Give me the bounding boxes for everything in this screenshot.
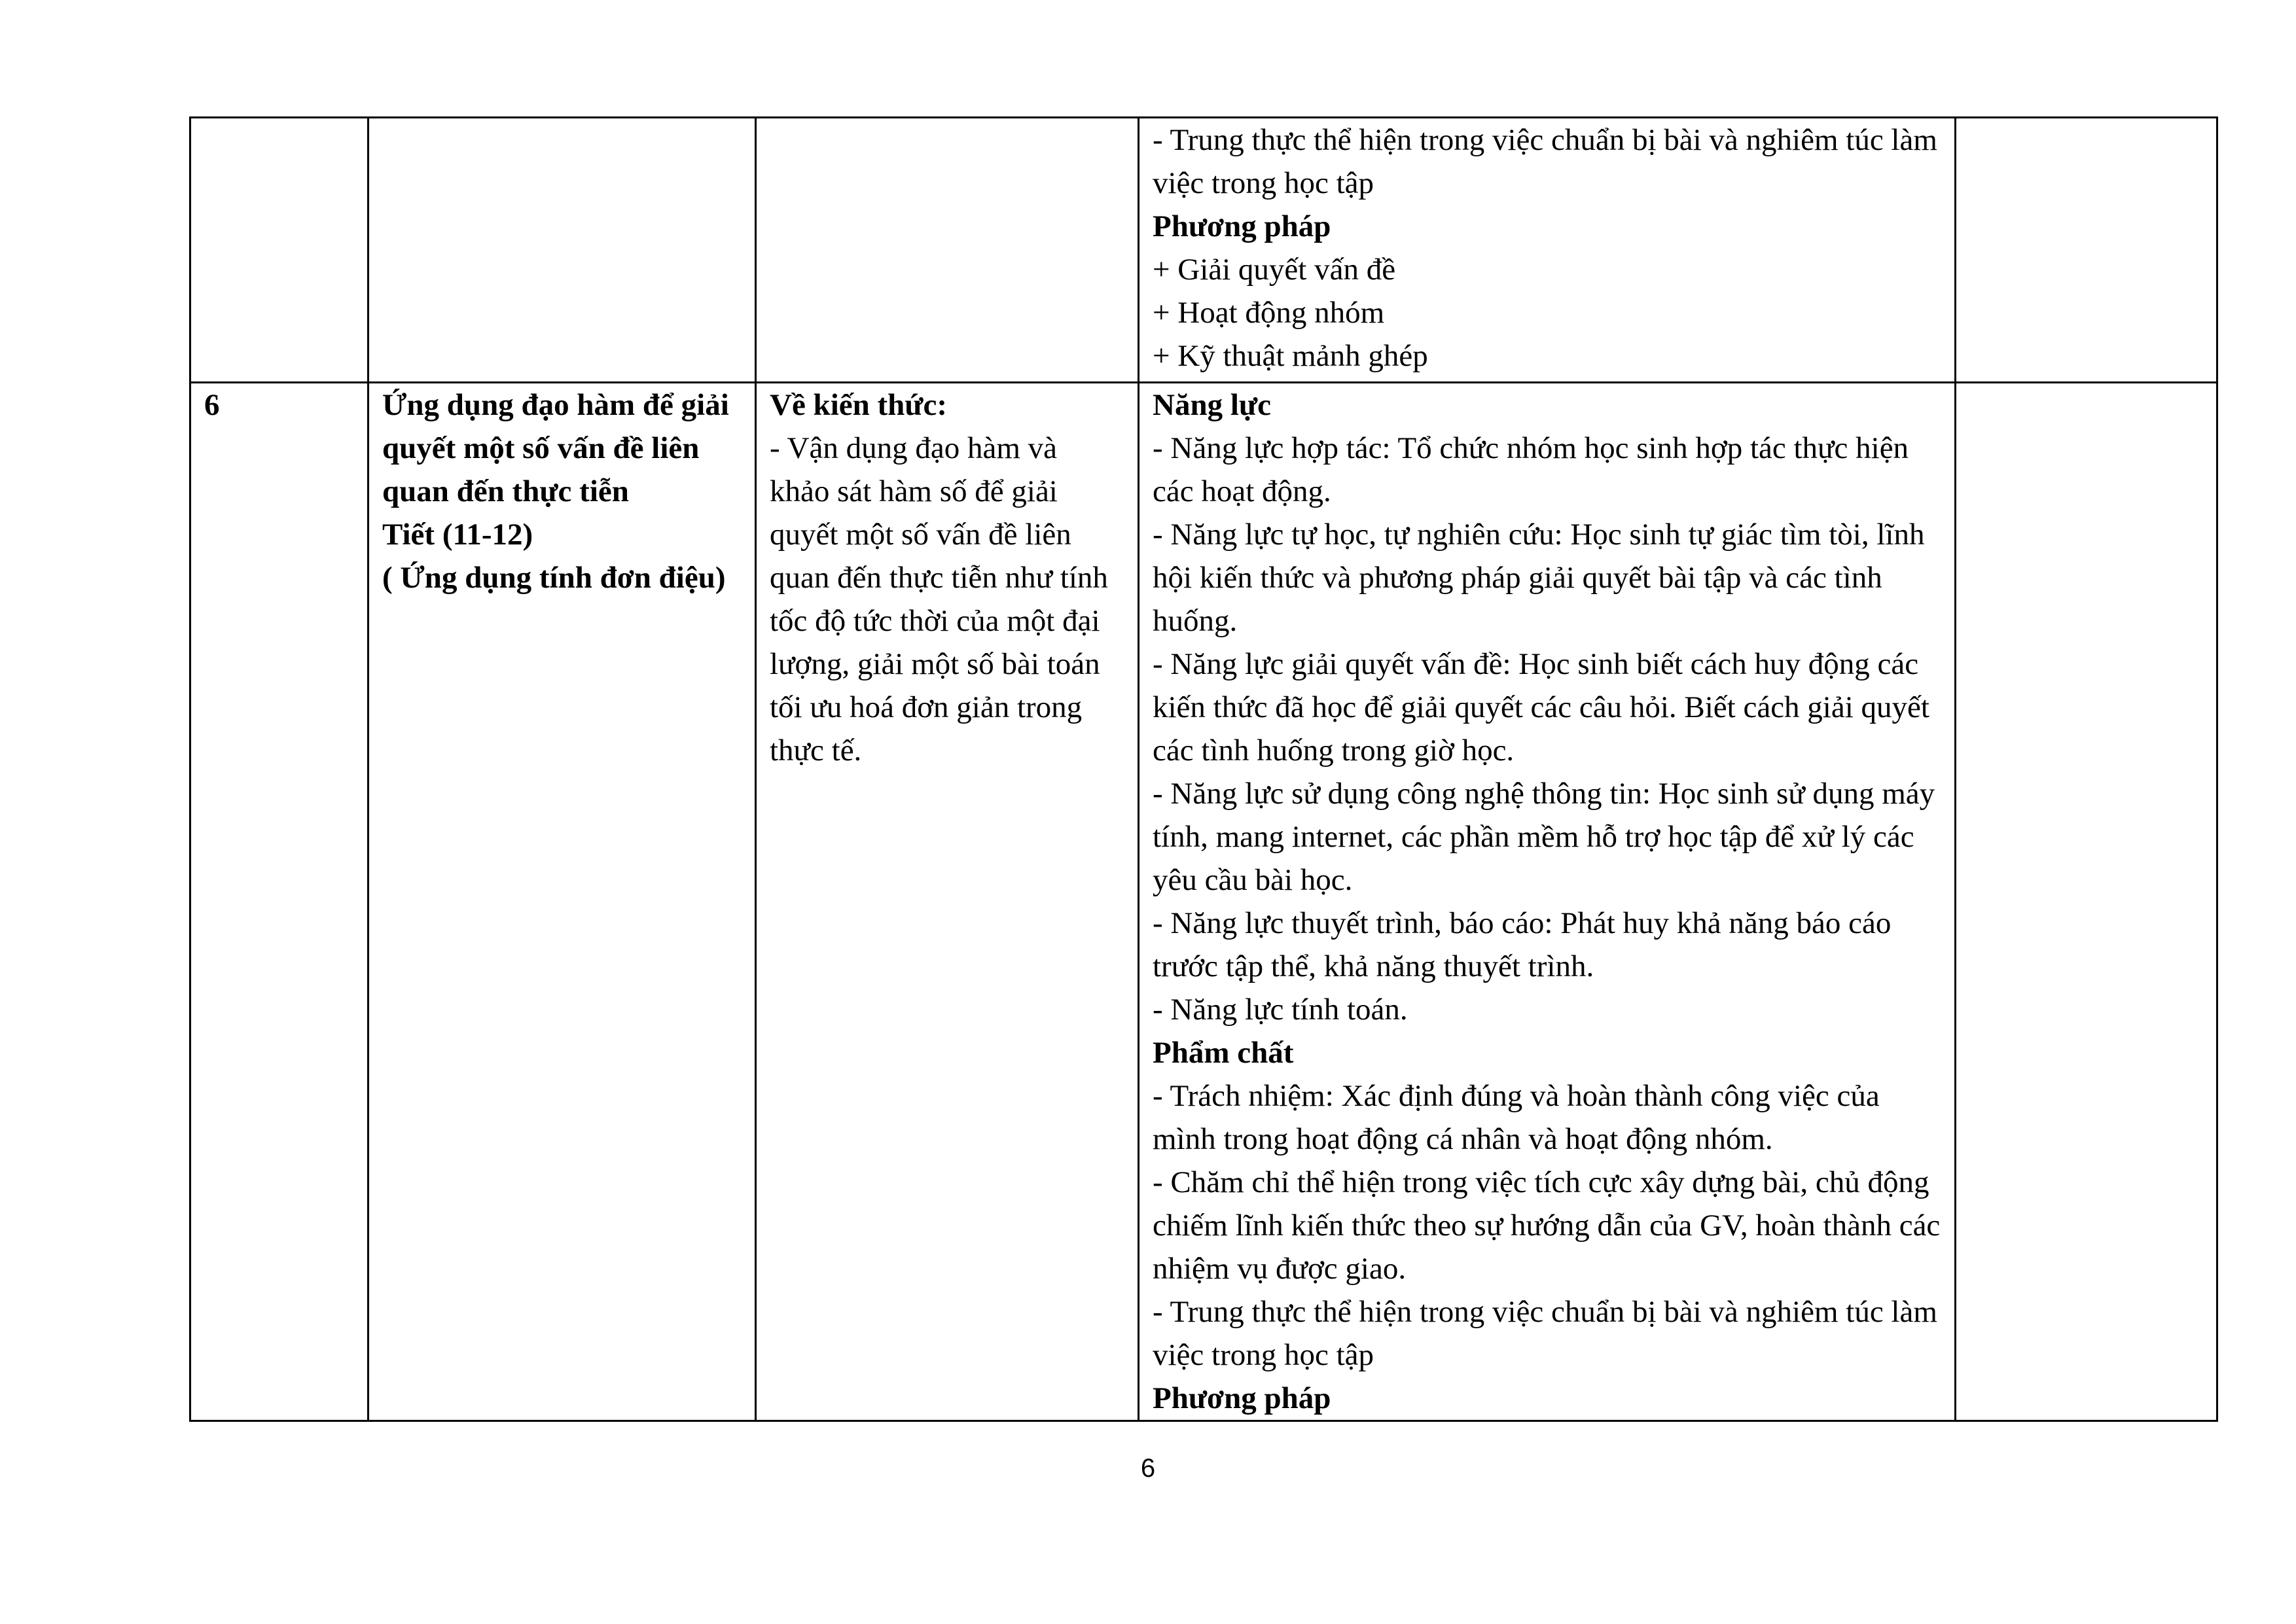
requirements-text: - Vận dụng đạo hàm và khảo sát hàm số để giải quyết một số vấn đề liên quan đến thực tiễn như tính tốc độ tức thời của một đại lượng, giải một số bài toán tối ưu hoá đơn giản trong thực tế. xyxy=(770,431,1108,768)
content-line: - Trung thực thể hiện trong việc chuẩn bị bài và nghiêm túc làm việc trong học tập xyxy=(1153,1295,1937,1372)
content-heading: Phẩm chất xyxy=(1153,1036,1294,1070)
content-line: - Năng lực hợp tác: Tổ chức nhóm học sinh hợp tác thực hiện các hoạt động. xyxy=(1153,431,1909,508)
note-cell xyxy=(1956,383,2217,1421)
lesson-periods: Tiết (11-12) xyxy=(382,518,533,552)
content-line: - Năng lực sử dụng công nghệ thông tin: Học sinh sử dụng máy tính, mang internet, các phần mềm hỗ trợ học tập để xử lý các yêu cầu bài học. xyxy=(1153,777,1935,897)
content-line: + Kỹ thuật mảnh ghép xyxy=(1153,339,1428,373)
content-line: - Năng lực tự học, tự nghiên cứu: Học sinh tự giác tìm tòi, lĩnh hội kiến thức và phương pháp giải quyết bài tập và các tình huống. xyxy=(1153,518,1925,638)
requirements-heading: Về kiến thức: xyxy=(770,388,948,422)
note-cell xyxy=(1956,118,2217,383)
content-line: + Hoạt động nhóm xyxy=(1153,296,1385,330)
page-number: 6 xyxy=(1140,1454,1156,1483)
content-line: + Giải quyết vấn đề xyxy=(1153,253,1396,287)
content-heading: Phương pháp xyxy=(1153,209,1331,243)
row-number-cell: 6 xyxy=(190,383,368,1421)
content-heading: Năng lực xyxy=(1153,388,1271,422)
content-line: - Chăm chỉ thể hiện trong việc tích cực xây dựng bài, chủ động chiếm lĩnh kiến thức theo sự hướng dẫn của GV, hoàn thành các nhiệm vụ được giao. xyxy=(1153,1165,1941,1286)
competency-cell xyxy=(1139,383,1956,1421)
content-line: - Năng lực thuyết trình, báo cáo: Phát huy khả năng báo cáo trước tập thể, khả năng thuyết trình. xyxy=(1153,906,1892,983)
lesson-title: Ứng dụng đạo hàm để giải quyết một số vấn đề liên quan đến thực tiễn xyxy=(382,388,729,508)
lesson-name-cell xyxy=(368,383,756,1421)
requirements-cell xyxy=(756,383,1139,1421)
content-line: - Năng lực giải quyết vấn đề: Học sinh biết cách huy động các kiến thức đã học để giải quyết các câu hỏi. Biết cách giải quyết các tình huống trong giờ học. xyxy=(1153,647,1929,768)
lesson-plan-table xyxy=(189,116,2218,1422)
lesson-name-cell xyxy=(368,118,756,383)
lesson-subtitle: ( Ứng dụng tính đơn điệu) xyxy=(382,561,726,595)
content-heading: Phương pháp xyxy=(1153,1381,1331,1415)
competency-cell xyxy=(1139,118,1956,383)
table-row xyxy=(190,383,2217,1421)
content-line: - Năng lực tính toán. xyxy=(1153,993,1408,1027)
table-row xyxy=(190,118,2217,383)
content-line: - Trách nhiệm: Xác định đúng và hoàn thành công việc của mình trong hoạt động cá nhân và hoạt động nhóm. xyxy=(1153,1079,1880,1156)
content-line: - Trung thực thể hiện trong việc chuẩn bị bài và nghiêm túc làm việc trong học tập xyxy=(1153,123,1937,200)
row-number-cell xyxy=(190,118,368,383)
requirements-cell xyxy=(756,118,1139,383)
